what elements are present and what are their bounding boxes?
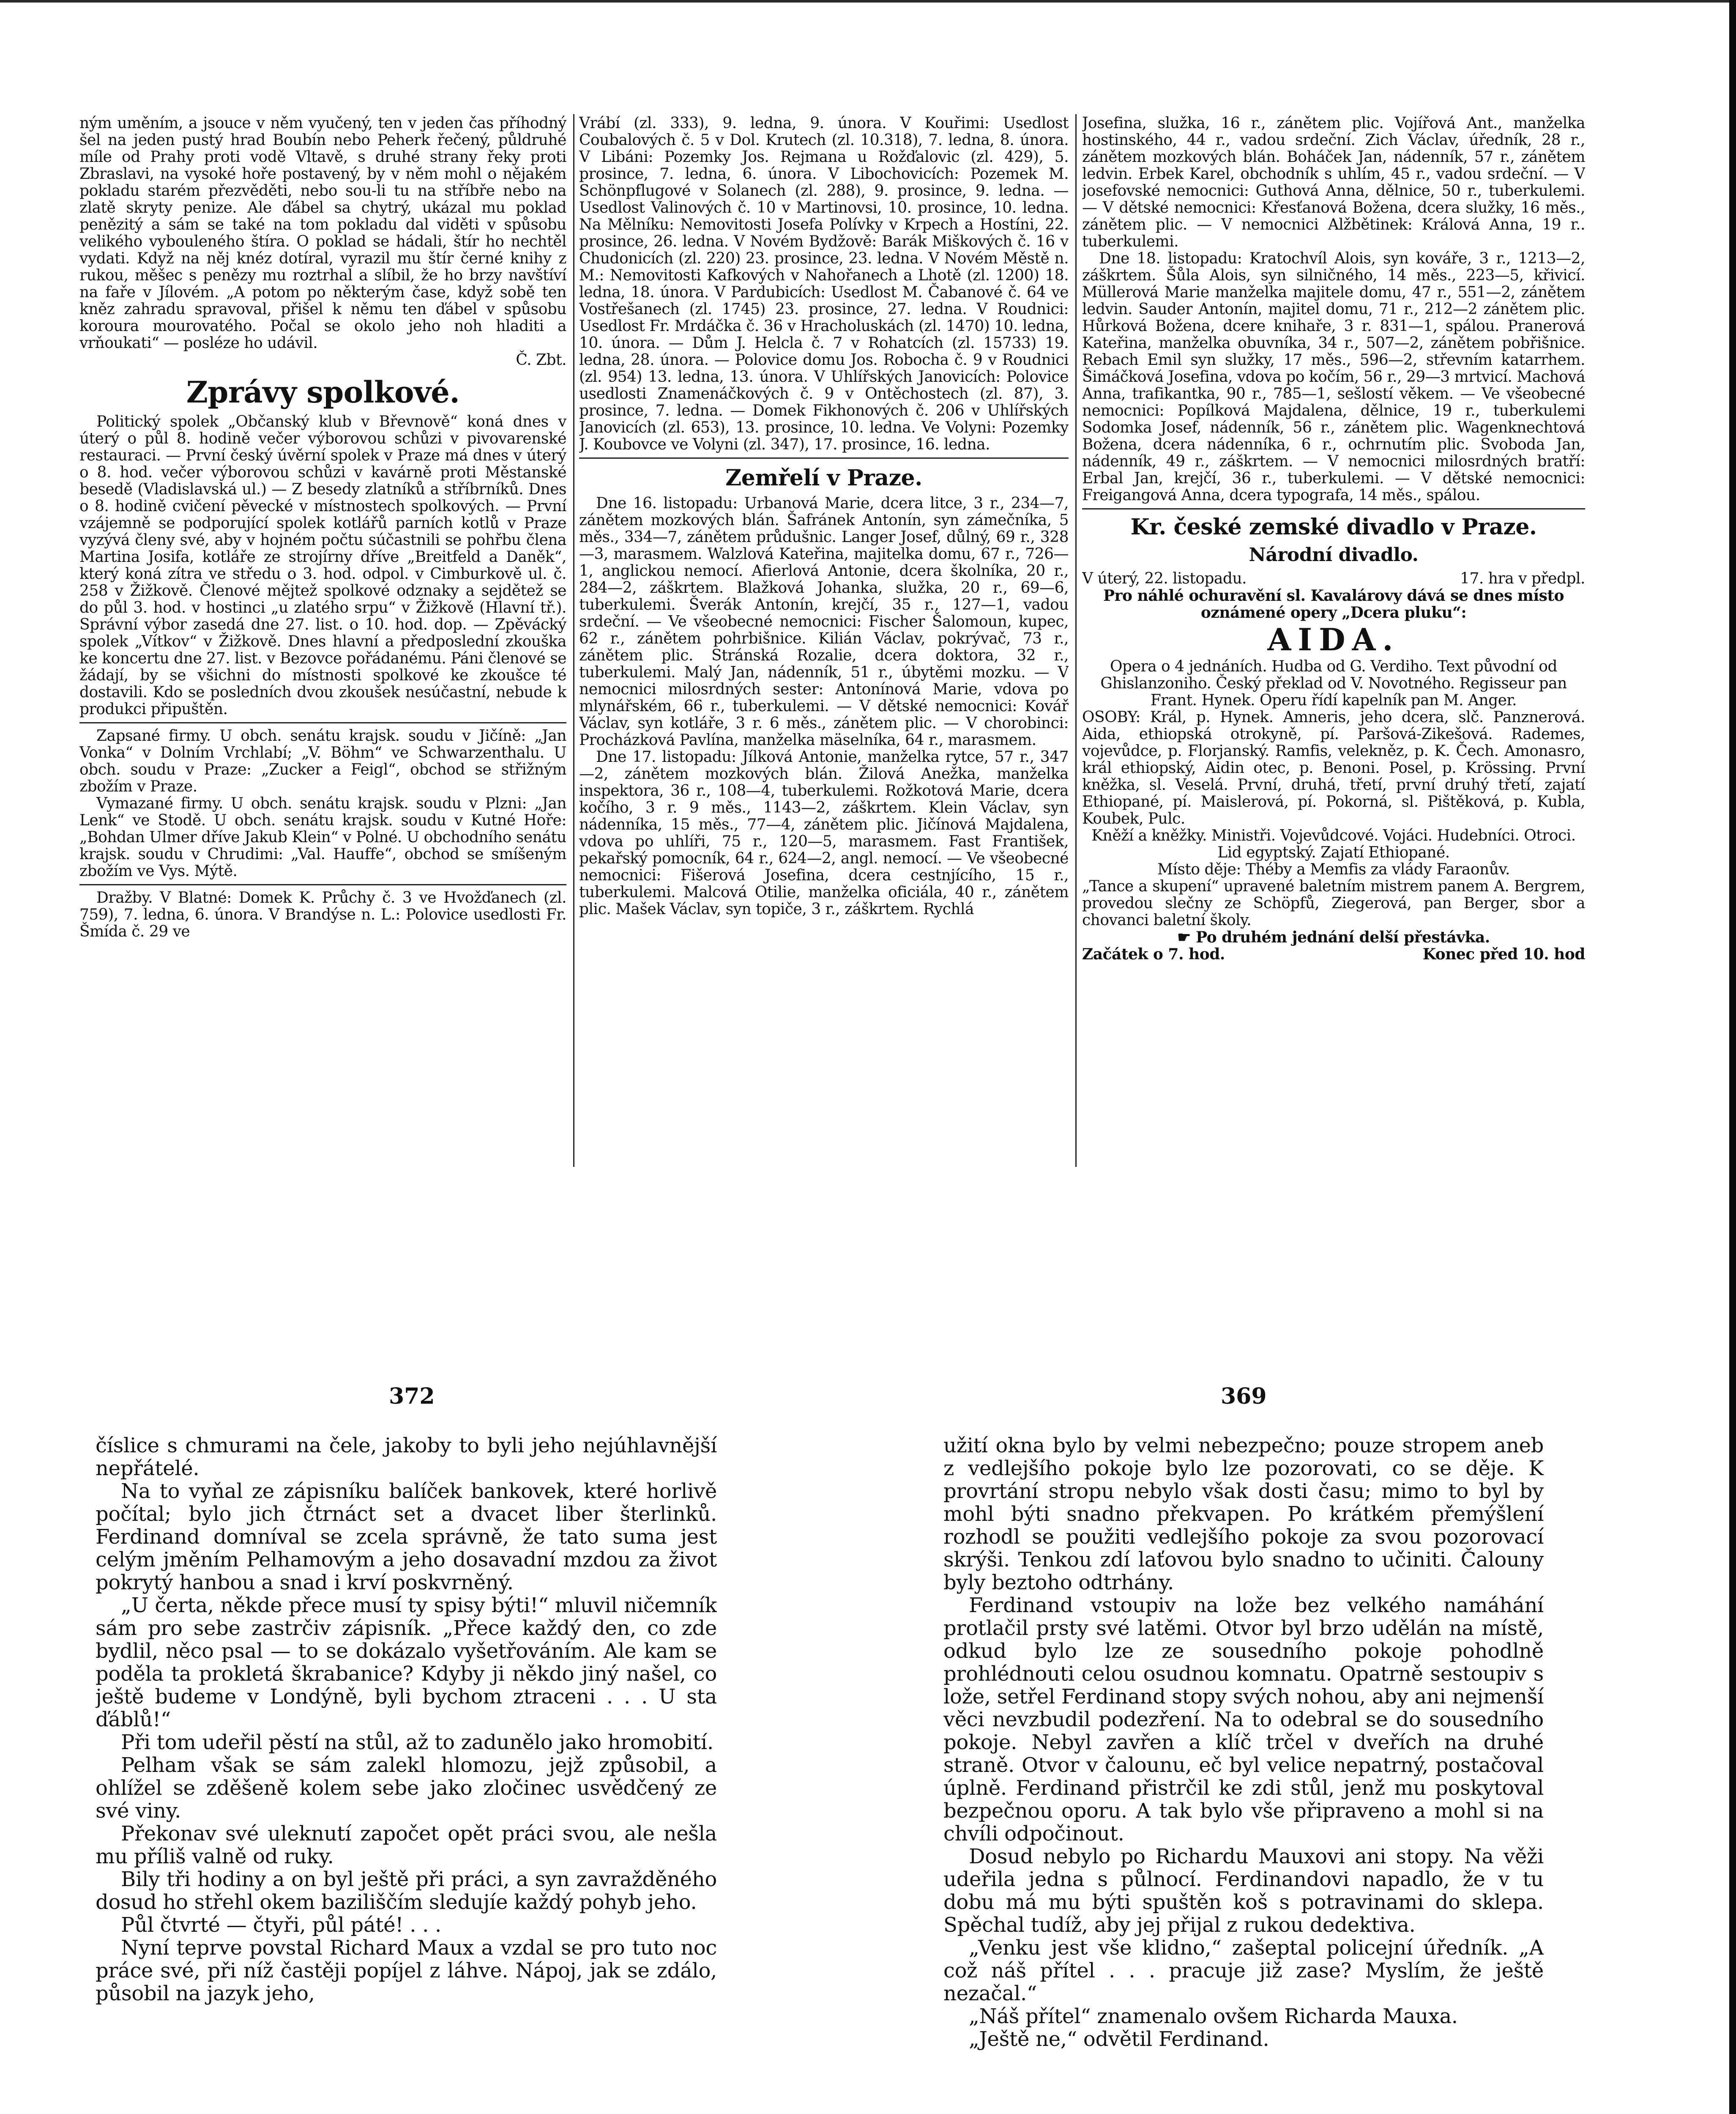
paragraph: užití okna bylo by velmi nebezpečno; pouze stropem aneb z vedlejšího pokoje bylo lze pozorovati, co se děje. K provrtání stropu nebylo však dosti času; mimo to byl by mohl býti snadno překvapen. Po krátkém přemýšlení rozhodl se použiti vedlejšího pokoje za svou pozorovací skrýši. Tenkou zdí laťovou bylo snadno to učiniti. Čalouny byly beztoho odtrhány. bbox=[943, 1434, 1544, 1594]
newspaper-column-3 bbox=[1082, 115, 1585, 1164]
newspaper-column-1 bbox=[79, 115, 566, 1164]
column-rule bbox=[1075, 114, 1077, 1167]
club-news: Politický spolek „Občanský klub v Břevnově“ koná dnes v úterý o půl 8. hodině večer výborovou schůzi v pivovarenské restauraci. — První český úvěrní spolek v Praze má dnes v úterý o 8. hod. večer výborovou schůzi v kavárně proti Městanské besedě (Vladislavská ul.) — Z besedy zlatníků a stříbrníků. Dnes o 8. hodině cvičení pěvecké v místnostech spolkových. — První vzájemně se podporující spolek kotlářů parních kotlů v Praze vyzývá členy své, aby v hojném počtu súčastnili se pohřbu člena Martina Josifa, kotláře ze strojírny dříve „Breitfeld a Daněk“, který koná zítra ve středu o 3. hod. odpol. v Cimburkově ul. č. 258 v Žižkově. Členové mějtež spolkové odznaky a sejdětež se do půl 3. hod. v hostinci „u zlatého srpu“ v Žižkově (Hlavní tř.). Správní výbor zasedá dne 27. list. o 10. hod. dop. — Zpěvácký spolek „Vítkov“ v Žižkově. Dnes hlavní a předposlední zkouška ke koncertu dne 27. list. v Bezovce pořádanému. Páni členové se žádají, by se všichni do místnosti spolkové ke zkoušce té dostavili. Kdo se posledních dvou zkoušek nesúčastní, nebude k produkci připuštěn. bbox=[79, 413, 566, 718]
paragraph: Nyní teprve povstal Richard Maux a vzdal se pro tuto noc práce své, při níž častěji popíjel z láhve. Nápoj, jak se zdálo, působil na jazyk jeho, bbox=[96, 1936, 717, 2005]
setting: Místo děje: Théby a Memfis za vlády Faraonův. bbox=[1157, 861, 1510, 878]
divider bbox=[1082, 508, 1585, 509]
newspaper-column-2 bbox=[579, 115, 1069, 1164]
cast-list: OSOBY: Král, p. Hynek. Amneris, jeho dcera, slč. Panznerová. Aida, ethiopská otrokyně, pí. Paršová-Zikešová. Rademes, vojevůdce, p. Florjanský. Ramfis, velekněz, p. K. Čech. Amonasro, král ethiopský, Aidin otec, p. Benoni. Posel, p. Krössing. První kněžka, sl. Veselá. První, druhá, třetí, první druhý třetí, zajatí Ethiopané, pí. Maislerová, pí. Pokorná, sl. Pištěková, p. Kubla, Koubek, Pulc. bbox=[1082, 709, 1585, 827]
performance-date-row bbox=[1082, 570, 1585, 587]
deaths-nov-18: Dne 18. listopadu: Kratochvíl Alois, syn kováře, 3 r., 1213—2, záškrtem. Šůla Alois, syn silničného, 14 měs., 223—5, křivicí. Müllerová Marie manželka majitele domu, 47 r., 551—2, zánětem ledvin. Sauder Antonín, majitel domu, 71 r., 212—2 zánětem plic. Hůrková Božena, dcere knihaře, 3 r. 831—1, spálou. Pranerová Kateřina, manželka obuvníka, 34 r., 507—2, zánětem pobřišnice. Rebach Emil syn služky, 17 měs., 596—2, střevním katarrhem. Šimáčková Josefina, vdova po kočím, 56 r., 29—3 mrtvicí. Machová Anna, trafikantka, 90 r., 785—1, sešlostí věkem. — Ve všeobecné nemocnici: Popílková Majdalena, dělnice, 19 r., tuberkulemi Sodomka Josef, nádenník, 56 r., zánětem plic. Wagenknechtová Božena, dcera nádenníka, 6 r., ochrnutím plic. Svoboda Jan, nádenník, 49 r., záškrtem. — V nemocnici milosrdných bratří: Erbal Jan, krejčí, 36 r., tuberkulemi. — V dětské nemocnici: Freigangová Anna, dcera typografa, 14 měs., spálou. bbox=[1082, 250, 1585, 504]
page-number-left: 372 bbox=[389, 1383, 435, 1409]
theatre-subtitle: Národní divadlo. bbox=[1249, 544, 1419, 566]
deaths-continued: Josefina, služka, 16 r., zánětem plic. Vojířová Ant., manželka hostinského, 44 r., vadou srdeční. Zich Václav, úředník, 28 r., zánětem mozkových blán. Boháček Jan, nádenník, 57 r., zánětem ledvin. Erbek Karel, obchodník s uhlím, 45 r., vadou srdeční. — V josefovské nemocnici: Guthová Anna, dělnice, 50 r., tuberkulemi. — V dětské nemocnici: Křesťanová Božena, dcera služky, 16 měs., zánětem plic. — V nemocnici Alžbětinek: Králová Anna, 19 r.. tuberkulemi. bbox=[1082, 115, 1585, 250]
subscription-number: 17. hra v předpl. bbox=[1460, 570, 1585, 587]
paragraph: Překonav své uleknutí započet opět práci svou, ale nešla mu příliš valně od ruky. bbox=[96, 1822, 717, 1868]
change-notice: Pro náhlé ochuravění sl. Kavalárovy dává se dnes místo oznámené opery „Dcera pluku“: bbox=[1103, 587, 1564, 622]
paragraph: Půl čtvrté — čtyři, půl páté! . . . bbox=[121, 1913, 441, 1937]
author-signature: Č. Zbt. bbox=[516, 351, 566, 369]
paragraph: „U čerta, někde přece musí ty spisy býti!“ mluvil ničemník sám pro sebe zastrčiv zápisník. „Přece každý den, co zde bydlil, něco psal — to se dokázalo vyšetřováním. Ale kam se poděla ta prokletá škrabanice? Kdyby ji někdo jiný našel, co ještě budeme v Londýně, byli bychom ztraceni . . . U sta ďáblů!“ bbox=[96, 1594, 717, 1731]
start-time: Začátek o 7. hod. bbox=[1082, 945, 1225, 963]
scan-right-edge bbox=[1729, 0, 1736, 2114]
firms-deleted: Vymazané firmy. U obch. senátu krajsk. soudu v Plzni: „Jan Lenk“ ve Stodě. U obch. senátu krajsk. soudu v Kutné Hoře: „Bohdan Ulmer dříve Jakub Klein“ v Polné. U obchodního senátu krajsk. soudu v Chrudimi: „Val. Hauffe“, obchod se smíšeným zbožím ve Vys. Mýtě. bbox=[79, 795, 566, 880]
ballet-note: „Tance a skupení“ upravené baletním mistrem panem A. Bergrem, provedou slečny ze Schöpfů, Ziegerová, pan Berger, sbor a chovanci baletní školy. bbox=[1082, 878, 1585, 929]
theatre-title: Kr. české zemské divadlo v Praze. bbox=[1130, 514, 1537, 540]
page-number-right: 369 bbox=[1221, 1383, 1267, 1409]
performance-times bbox=[1082, 946, 1585, 963]
section-heading-clubs: Zprávy spolkové. bbox=[186, 375, 460, 410]
novel-text-left bbox=[96, 1434, 717, 2114]
paragraph: „Venku jest vše klidno,“ zašeptal policejní úředník. „A což náš přítel . . . pracuje již zase? Myslím, že ještě nezačal.“ bbox=[943, 1936, 1544, 2005]
extras-list: Kněží a kněžky. Ministři. Vojevůdcové. Vojáci. Hudebníci. Otroci. Lid egyptský. Zajatí Ethiopané. bbox=[1091, 827, 1576, 861]
firms-registered: Zapsané firmy. U obch. senátu krajsk. soudu v Jičíně: „Jan Vonka“ v Dolním Vrchlabí; „V. Böhm“ ve Schwarzenthalu. U obch. soudu v Praze: „Zucker a Feigl“, obchod se střižným zbožím v Praze. bbox=[79, 727, 566, 795]
deaths-nov-16: Dne 16. listopadu: Urbanová Marie, dcera litce, 3 r., 234—7, zánětem mozkových blán. Šafránek Antonín, syn zámečníka, 5 měs., 334—7, zánětem průdušnic. Langer Josef, důlný, 69 r., 328—3, marasmem. Walzlová Kateřina, majitelka domu, 67 r., 726—1, anglickou nemocí. Afierlová Antonie, dcera školníka, 20 r., 284—2, záškrtem. Blažková Johanka, služka, 20 r., 69—6, tuberkulemi. Šverák Antonín, krejčí, 35 r., 127—1, vadou srdeční. — Ve všeobecné nemocnici: Fischer Šalomoun, kupec, 62 r., zánětem pohrbišnice. Kilián Václav, pokrývač, 73 r., zánětem plic. Stránská Rozalie, dcera doktora, 32 r., tuberkulemi. Malý Jan, nádenník, 51 r., úbytěmi mozku. — V nemocnici milosrdných sester: Antonínová Marie, vdova po mlynářském, 66 r., tuberkulemi. — V dětské nemocnici: Kovář Václav, syn kotláře, 3 r. 6 měs., zánětem plic. — V chorobinci: Procházková Pavlína, manželka mäselníka, 64 r., marasmem. bbox=[579, 495, 1069, 749]
story-ending: ným uměním, a jsouce v něm vyučený, ten v jeden čas příhodný šel na jeden pustý hrad Boubín nebo Peherk řečený, půldruhé míle od Prahy proti vodě Vltavě, s druhé strany řeky proti Zbraslavi, na vysoké hoře postavený, by v něm mohl o nějakém pokladu starém přezvěděti, nebo sou-li tu na stříbře nebo na zlatě skryty penize. Ale ďábel sa chytrý, ukázal mu poklad penězitý a sám se také na tom pokladu dal viděti v spůsobu velikého vybouleného štíra. O poklad se hádali, štír ho nechtěl vydati. Když na něj knéz dotíral, vyrazil mu štír černé knihy z rukou, měšec s penězy mu roztrhal a slíbil, že ho brzy navštíví na faře v Jílovém. „A potom po některým čase, když sobě ten kněz zahradu spravoval, přišel k němu ten ďábel v spůsobu koroura mourovatého. Počal se okolo jeho noh hladiti a vrňoukati“ — posléze ho udávil. bbox=[79, 115, 566, 352]
paragraph: Bily tři hodiny a on byl ještě při práci, a syn zavražděného dosud ho střehl okem baziliščím sledujíe každý pohyb jeho. bbox=[96, 1868, 717, 1914]
paragraph: Na to vyňal ze zápisníku balíček bankovek, které horlivě počítal; bylo jich čtrnáct set a dvacet liber šterlinků. Ferdinand domníval se zcela správně, že tato suma jest celým jměním Pelhamovým a jeho dosavadní mzdou za život pokrytý hanbou a snad i krví poskvrněný. bbox=[96, 1479, 717, 1594]
auctions: Dražby. V Blatné: Domek K. Průchy č. 3 ve Hvožďanech (zl. 759), 7. ledna, 6. února. V Brandýse n. L.: Polovice usedlosti Fr. Šmída č. 29 ve bbox=[79, 889, 566, 940]
novel-text-right bbox=[943, 1434, 1544, 2114]
paragraph: „Náš přítel“ znamenalo ovšem Richarda Mauxa. bbox=[969, 2004, 1458, 2028]
scan-top-edge bbox=[0, 0, 1736, 3]
end-time: Konec před 10. hod bbox=[1422, 945, 1585, 963]
opera-description: Opera o 4 jednáních. Hudba od G. Verdiho. Text původní od Ghislanzoniho. Český překlad od V. Novotného. Regisseur pan Frant. Hynek. Operu řídí kapelník pan M. Anger. bbox=[1100, 658, 1567, 709]
paragraph: Dosud nebylo po Richardu Mauxovi ani stopy. Na věži udeřila jedna s půlnocí. Ferdinandovi napadlo, že v tu dobu má mu býti spuštěn koš s potravinami do sklepa. Spěchal tudíž, aby jej přijal z rukou dedektiva. bbox=[943, 1845, 1544, 1937]
paragraph: Ferdinand vstoupiv na lože bez velkého namáhání protlačil prsty své latěmi. Otvor byl brzo udělán na místě, odkud bylo lze ze sousedního pokoje pohodlně prohlédnouti celou osudnou komnatu. Opatrně sestoupiv s lože, setřel Ferdinand stopy svých nohou, aby ani nejmenší věci nevzbudil podezření. Na to odebral se do sousedního pokoje. Nebyl zavřen a klíč trčel v dveřích na druhé straně. Otvor v čalounu, eč byl velice nepatrný, postačoval úplně. Ferdinand přistrčil ke zdi stůl, jenž mu poskytoval bezpečnou oporu. A tak bylo vše připraveno a mohl si na chvíli odpočinout. bbox=[943, 1594, 1544, 1846]
column-rule bbox=[573, 114, 574, 1167]
section-heading-deaths: Zemřelí v Praze. bbox=[725, 465, 922, 491]
intermission-note: ☛ Po druhém jednání delší přestávka. bbox=[1177, 928, 1490, 946]
opera-title: AIDA. bbox=[1267, 622, 1400, 657]
paragraph: Při tom udeřil pěstí na stůl, až to zadunělo jako hromobití. bbox=[121, 1731, 714, 1754]
divider bbox=[79, 722, 566, 723]
pointing-hand-icon: ☛ bbox=[1177, 928, 1196, 946]
deaths-nov-17: Dne 17. listopadu: Jílková Antonie, manželka rytce, 57 r., 347—2, zánětem mozkových blán. Žilová Anežka, manželka inspektora, 36 r., 108—4, tuberkulemi. Rožkotová Marie, dcera kočího, 3 r. 9 měs., 1143—2, záškrtem. Klein Václav, syn nádenníka, 15 měs., 77—4, zánětem plic. Jičínová Majdalena, vdova po uhlíři, 75 r., 120—5, marasmem. Fast František, pekařský pomocník, 64 r., 624—2, angl. nemocí. — Ve všeobecné nemocnici: Fišerová Josefina, dcera cestnjícího, 15 r., tuberkulemi. Malcová Otilie, manželka oficiála, 40 r., zánětem plic. Mašek Václav, syn topiče, 3 r., záškrtem. Rychlá bbox=[579, 748, 1069, 918]
auctions-continued: Vrábí (zl. 333), 9. ledna, 9. února. V Kouřimi: Usedlost Coubalových č. 5 v Dol. Krutech (zl. 10.318), 7. ledna, 8. února. V Libáni: Pozemky Jos. Rejmana u Rožďalovic (zl. 429), 5. prosince, 7. ledna, 6. února. V Libochovicích: Pozemek M. Schönpflugové v Solanech (zl. 288), 9. prosince, 9. ledna. — Usedlost Valinových č. 10 v Martinovsi, 10. prosince, 10. ledna. Na Mělníku: Nemovitosti Josefa Polívky v Krpech a Hostíni, 22. prosince, 26. ledna. V Novém Bydžově: Barák Miškových č. 16 v Chudonicích (zl. 220) 23. prosince, 23. ledna. V Novém Městě n. M.: Nemovitosti Kafkových v Nahořanech a Lhotě (zl. 1200) 18. ledna, 18. února. V Pardubicích: Usedlost M. Čabanové č. 64 ve Vostřešanech (zl. 1745) 23. prosince, 27. ledna. V Roudnici: Usedlost Fr. Mrdáčka č. 36 v Hracholuskách (zl. 1470) 10. ledna, 10. února. — Dům J. Helcla č. 7 v Rohatcích (zl. 15733) 19. ledna, 28. února. — Polovice domu Jos. Robocha č. 9 v Roudnici (zl. 954) 13. ledna, 13. února. V Uhlířských Janovicích: Polovice usedlosti Znamenáčkových č. 9 v Ontěchostech (zl. 87), 3. prosince, 7. ledna. — Domek Fikhonových č. 206 v Uhlířských Janovicích (zl. 653), 13. prosince, 10. ledna. Ve Volyni: Pozemky J. Koubovce ve Volyni (zl. 347), 17. prosince, 16. ledna. bbox=[579, 115, 1069, 453]
performance-date: V úterý, 22. listopadu. bbox=[1082, 570, 1247, 587]
divider bbox=[579, 457, 1069, 459]
paragraph: Pelham však se sám zalekl hlomozu, jejž způsobil, a ohlížel se zděšeně kolem sebe jako zločinec usvědčený ze své viny. bbox=[96, 1753, 717, 1823]
divider bbox=[79, 884, 566, 885]
paragraph: „Ještě ne,“ odvětil Ferdinand. bbox=[969, 2027, 1269, 2051]
paragraph: číslice s chmurami na čele, jakoby to byli jeho nejúhlavnější nepřátelé. bbox=[96, 1434, 717, 1480]
